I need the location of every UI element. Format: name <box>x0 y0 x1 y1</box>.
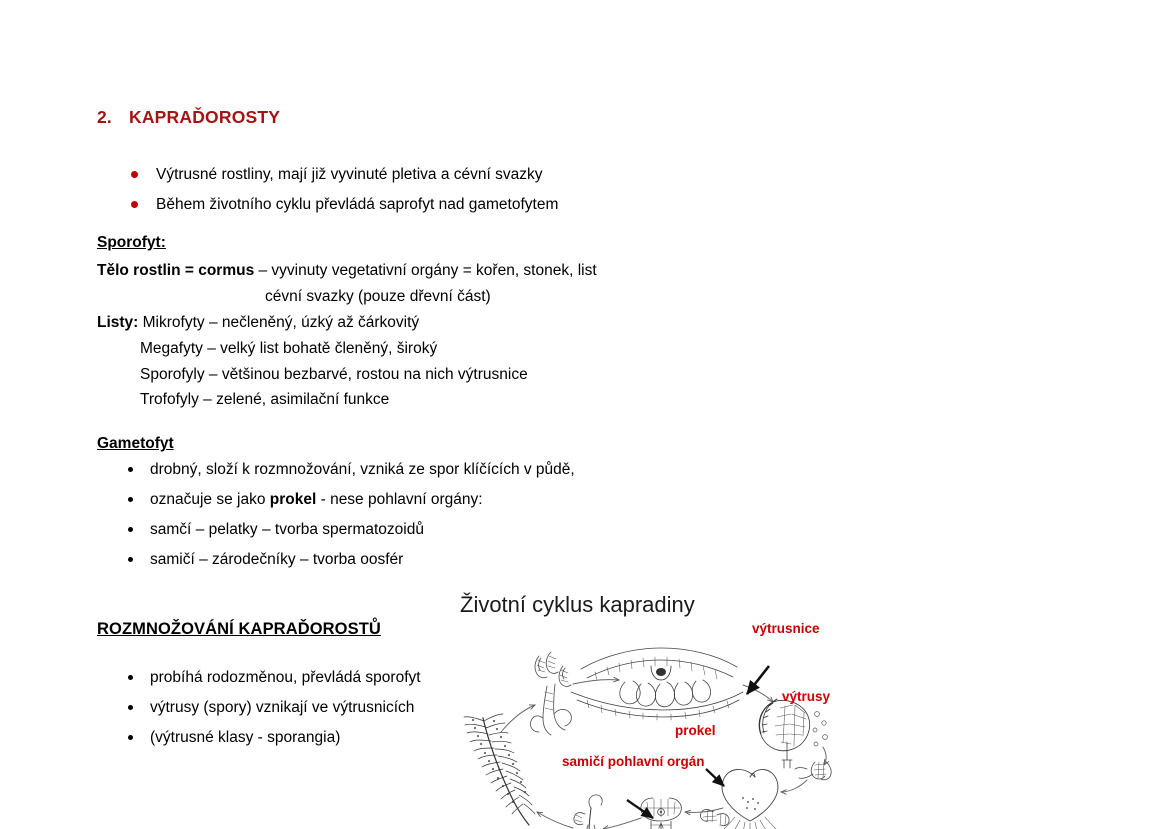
heading-text: KAPRAĎOROSTY <box>129 107 281 127</box>
list-item-label: Výtrusné rostliny, mají již vyvinuté pletiva a cévní svazky <box>156 166 543 183</box>
cormus-description: – vyvinuty vegetativní orgány = kořen, stonek, list <box>254 262 597 279</box>
section-heading-gametofyt: Gametofyt <box>97 435 174 452</box>
black-bullet-icon <box>128 497 133 502</box>
figure-label-sporangium: výtrusnice <box>752 621 820 636</box>
figure-illustration <box>455 622 855 829</box>
figure-label-female-organ: samičí pohlavní orgán <box>562 754 705 769</box>
list-item <box>128 693 421 723</box>
black-bullet-icon <box>128 527 133 532</box>
sorus-cross-section-drawing <box>571 648 743 720</box>
list-item <box>128 455 575 485</box>
sporangium-drawing <box>759 699 827 768</box>
list-item-label <box>150 485 483 515</box>
list-item <box>131 190 558 220</box>
red-bullet-icon <box>131 201 138 208</box>
black-bullet-icon <box>128 675 133 680</box>
list-item-label <box>150 455 575 485</box>
arrow-to-female-organ <box>627 800 653 818</box>
list-item <box>128 663 421 693</box>
cormus-term: Tělo rostlin = cormus <box>97 262 255 279</box>
list-item-label <box>150 545 403 575</box>
listy-description: Mikrofyty – nečleněný, úzký až čárkovitý <box>138 314 420 331</box>
list-item-text-pre: označuje se jako <box>150 491 270 508</box>
figure-label-prothallium: prokel <box>675 723 716 738</box>
list-item-label: (výtrusné klasy - sporangia) <box>150 729 341 746</box>
sporofyly-line: Sporofyly – většinou bezbarvé, rostou na nich výtrusnice <box>140 366 528 383</box>
rozmnozovani-bullet-list <box>128 663 421 753</box>
intro-bullet-list <box>131 160 558 220</box>
prothallium-drawing <box>722 769 778 829</box>
megafyty-line: Megafyty – velký list bohatě členěný, široký <box>140 340 438 357</box>
page-title <box>97 107 280 128</box>
arrow-to-sporangium <box>747 666 769 694</box>
figure-title: Životní cyklus kapradiny <box>460 592 695 617</box>
fern-frond-drawing <box>464 714 535 825</box>
list-item-label: probíhá rodozměnou, převládá sporofyt <box>150 669 421 686</box>
section-heading-sporofyt: Sporofyt: <box>97 234 166 251</box>
listy-term: Listy: <box>97 314 139 331</box>
cormus-line <box>97 258 597 284</box>
black-bullet-icon <box>128 467 133 472</box>
list-item-text-bold: prokel <box>269 491 317 508</box>
arrow-to-prothallium <box>706 769 724 786</box>
heading-number: 2. <box>97 107 112 127</box>
list-item-label: výtrusy (spory) vznikají ve výtrusnicích <box>150 699 415 716</box>
section-heading-rozmnozovani: ROZMNOŽOVÁNÍ KAPRAĎOROSTŮ <box>97 620 381 638</box>
germinating-spore-drawing <box>795 761 831 780</box>
list-item <box>128 545 575 575</box>
list-item <box>128 485 575 515</box>
fern-cycle-drawing <box>455 622 855 829</box>
list-item <box>128 515 575 545</box>
red-bullet-icon <box>131 171 138 178</box>
list-item <box>131 160 558 190</box>
list-item-text-pre: samičí – zárodečníky – tvorba oosfér <box>150 551 404 568</box>
list-item <box>128 723 421 753</box>
figure-label-spores: výtrusy <box>782 689 831 704</box>
cormus-second-line: cévní svazky (pouze dřevní část) <box>265 288 491 305</box>
list-item-text-pre: drobný, složí k rozmnožování, vzniká ze spor klíčících v půdě, <box>150 461 575 478</box>
listy-line <box>97 310 419 336</box>
list-item-text-pre: samčí – pelatky – tvorba spermatozoidů <box>150 521 424 538</box>
fern-life-cycle-figure <box>455 592 855 829</box>
label-pointer-arrows <box>627 666 769 818</box>
list-item-label: Během životního cyklu převládá saprofyt nad gametofytem <box>156 196 559 213</box>
young-plant-drawing <box>574 795 602 829</box>
trofofyly-line: Trofofyly – zelené, asimilační funkce <box>140 391 390 408</box>
gametofyt-bullet-list <box>128 455 575 575</box>
black-bullet-icon <box>128 557 133 562</box>
young-sporophyte-drawing <box>530 652 571 735</box>
black-bullet-icon <box>128 735 133 740</box>
list-item-label <box>150 515 424 545</box>
black-bullet-icon <box>128 705 133 710</box>
list-item-text-post: - nese pohlavní orgány: <box>316 491 483 508</box>
